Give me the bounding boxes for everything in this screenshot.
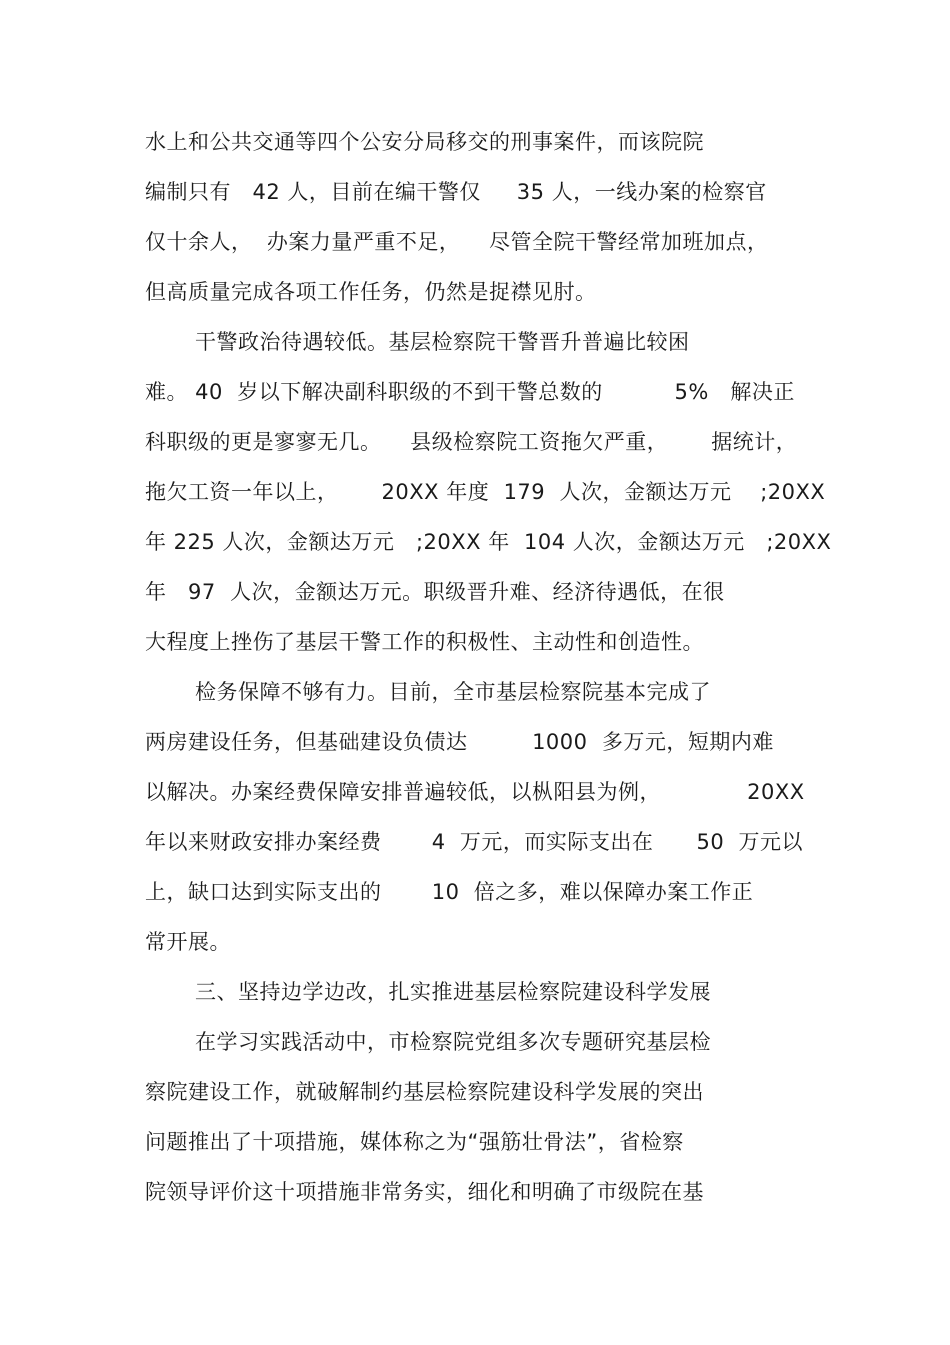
text-line: 院领导评价这十项措施非常务实，细化和明确了市级院在基 [145,1180,704,1204]
text-line: 科职级的更是寥寥无几。 县级检察院工资拖欠严重， 据统计， [145,430,798,454]
text-line: 两房建设任务，但基础建设负债达 1000 多万元，短期内难 [145,730,774,754]
paragraph-first-line: 在学习实践活动中，市检察院党组多次专题研究基层检 [195,1030,711,1054]
text-line: 察院建设工作，就破解制约基层检察院建设科学发展的突出 [145,1080,704,1104]
section-heading: 三、坚持边学边改，扎实推进基层检察院建设科学发展 [195,980,711,1004]
text-line: 年 225 人次，金额达万元 ;20XX 年 104 人次，金额达万元 ;20XX [145,530,832,554]
text-line: 上，缺口达到实际支出的 10 倍之多，难以保障办案工作正 [145,880,754,904]
text-line: 但高质量完成各项工作任务，仍然是捉襟见肘。 [145,280,597,304]
text-line: 以解决。办案经费保障安排普遍较低，以枞阳县为例， 20XX [145,780,805,804]
text-line: 水上和公共交通等四个公安分局移交的刑事案件，而该院院 [145,130,704,154]
text-line: 问题推出了十项措施，媒体称之为“强筋壮骨法”，省检察 [145,1130,684,1154]
text-line: 难。 40 岁以下解决副科职级的不到干警总数的 5% 解决正 [145,380,795,404]
paragraph-first-line: 检务保障不够有力。目前，全市基层检察院基本完成了 [195,680,711,704]
text-line: 年以来财政安排办案经费 4 万元，而实际支出在 50 万元以 [145,830,804,854]
text-line: 仅十余人， 办案力量严重不足， 尽管全院干警经常加班加点， [145,230,769,254]
text-line: 大程度上挫伤了基层干警工作的积极性、主动性和创造性。 [145,630,704,654]
text-line: 年 97 人次，金额达万元。职级晋升难、经济待遇低，在很 [145,580,725,604]
text-line: 编制只有 42 人，目前在编干警仅 35 人，一线办案的检察官 [145,180,767,204]
text-line: 拖欠工资一年以上， 20XX 年度 179 人次，金额达万元 ;20XX [145,480,826,504]
paragraph-first-line: 干警政治待遇较低。基层检察院干警晋升普遍比较困 [195,330,690,354]
text-line: 常开展。 [145,930,231,954]
